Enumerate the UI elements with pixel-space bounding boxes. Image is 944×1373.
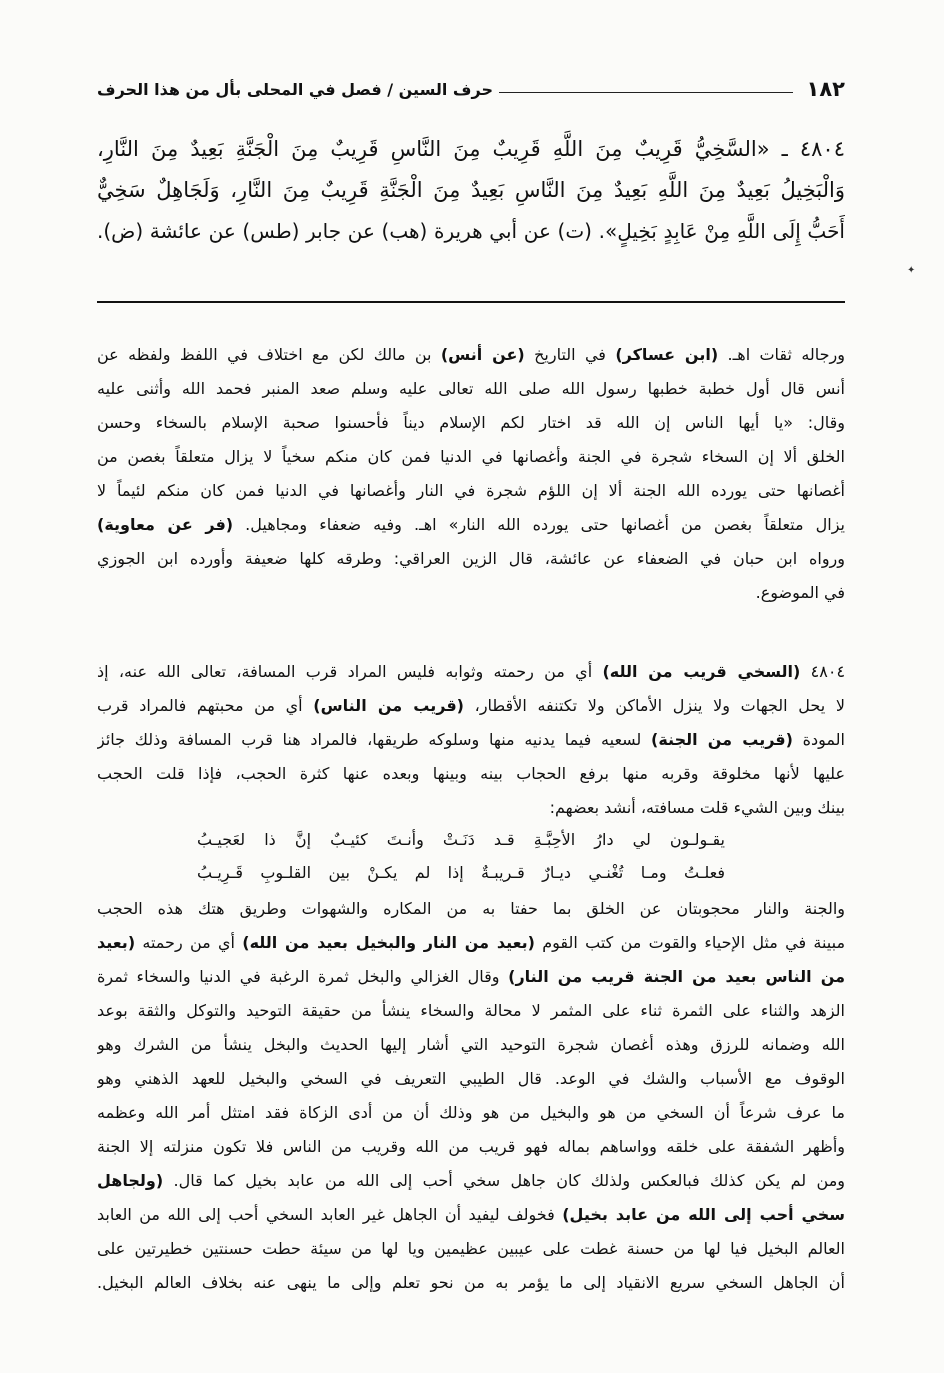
- text-line: [97, 440, 845, 474]
- bold-citation: (ولجاهل: [97, 1171, 164, 1190]
- text-segment: ورواه ابن حبان في الضعفاء عن عائشة، قال الزين العراقي: وطرقه كلها ضعيفة وأورده ابن الجوزي: [97, 549, 845, 568]
- text-segment: والجنة والنار محجوبتان عن الخلق بما حفتا به من المكاره والشهوات وطريق هتك هذه الحجب: [97, 899, 845, 918]
- bold-citation: (عن أنس): [440, 345, 525, 364]
- text-segment: فخولف ليفيد أن الجاهل غير العابد السخي أحب إلى الله من العابد: [97, 1205, 563, 1224]
- text-line: [97, 372, 845, 406]
- header-rule: [499, 92, 793, 93]
- text-line: [97, 542, 845, 576]
- text-line: [97, 1198, 845, 1232]
- text-segment: فعلـتُ ومـا تُغْنـي ديـارٌ قـريبـةٌ إذا لم يكـنْ بين القلـوبِ قَـرِيـبُ: [197, 863, 725, 882]
- text-segment: يقـولـون لي دارُ الأحِبَّـةِ قـد دَنَـتْ وأنـتَ كئيـبٌ إنَّ ذا لعَجيـبُ: [197, 830, 725, 849]
- text-line: [97, 1266, 845, 1300]
- text-segment: أي من رحمته وثوابه فليس المراد قرب المسافة، تعالى الله عنه، إذ: [97, 662, 603, 681]
- hadith-text: [97, 129, 845, 252]
- text-line: [97, 1096, 845, 1130]
- text-line: [97, 856, 845, 889]
- bold-citation: (قريب من الناس): [313, 696, 464, 715]
- text-line: [97, 960, 845, 994]
- text-segment: عليها لأنها مخلوقة وقربه منها برفع الحجاب بينه وبينها وبعده عنها كثرة الحجب، فإذا قلت الحجب: [97, 764, 845, 783]
- bold-citation: (بعيد: [97, 933, 136, 952]
- text-line: [97, 406, 845, 440]
- text-segment: وقال الغزالي والبخل ثمرة الرغبة في الدنيا والسخاء ثمرة: [97, 967, 509, 986]
- scan-mark: ✦: [907, 265, 916, 276]
- commentary-paragraph: [97, 338, 845, 610]
- text-segment: ومن لم يكن كذلك فبالعكس ولذلك كان جاهل سخي أحب إلى الله من عابد بخيل كما قال.: [163, 1171, 845, 1190]
- bold-citation: (ابن عساكر): [615, 345, 719, 364]
- page-header: [97, 72, 845, 106]
- text-line: [97, 508, 845, 542]
- text-segment: أَحَبُّ إِلَى اللَّهِ مِنْ عَابِدٍ بَخِيلٍ». (ت) عن أبي هريرة (هب) عن جابر (طس) عن عائشة (ض).: [97, 219, 845, 243]
- bold-citation: سخي أحب إلى الله من عابد بخيل): [562, 1205, 845, 1224]
- text-segment: ورجاله ثقات اهـ.: [718, 345, 845, 364]
- text-line: [97, 791, 845, 825]
- text-segment: في الموضوع.: [755, 583, 845, 602]
- text-segment: أغصانها حتى يورده الله الجنة ألا إن اللؤم شجرة في النار وأغصانها في الدنيا فمن كان منكم لئيماً لا: [97, 481, 845, 500]
- text-segment: الخلق ألا إن السخاء شجرة في الجنة وأغصانها في الدنيا فمن كان منكم سخياً لا يزال متعلقاً بغصن من: [97, 447, 845, 466]
- text-segment: لا يحل الجهات ولا ينزل الأماكن ولا تكتنفه الأقطار،: [463, 696, 845, 715]
- bold-citation: من الناس بعيد من الجنة قريب من النار): [508, 967, 845, 986]
- page-number: ١٨٢: [806, 77, 845, 101]
- text-line: [97, 926, 845, 960]
- text-line: [97, 823, 845, 856]
- bold-citation: (قريب من الجنة): [651, 730, 793, 749]
- text-segment: يزال متعلقاً بغصن من أغصانها حتى يورده الله النار» اهـ. وفيه ضعفاء ومجاهيل.: [233, 515, 845, 534]
- text-segment: ٤٨٠٤ ـ «السَّخِيُّ قَرِيبٌ مِنَ اللَّهِ قَرِيبٌ مِنَ النَّاسِ قَرِيبٌ مِنَ الْجَنَّةِ بَعِيدٌ مِنَ النَّارِ،: [97, 137, 845, 161]
- text-segment: بن مالك لكن مع اختلاف في اللفظ ولفظه عن: [97, 345, 441, 364]
- text-line: [97, 129, 845, 170]
- text-segment: مبينة في مثل الإحياء والقوت من كتب القوم: [534, 933, 845, 952]
- poem-verses: [97, 823, 845, 889]
- text-line: [97, 892, 845, 926]
- text-segment: أي من محبتهم فالمراد قرب: [97, 696, 314, 715]
- text-segment: المودة: [792, 730, 845, 749]
- text-line: [97, 1062, 845, 1096]
- book-page: [97, 0, 845, 1373]
- text-line: [97, 1232, 845, 1266]
- text-line: [97, 723, 845, 757]
- text-line: [97, 211, 845, 252]
- text-segment: العالم البخيل فيا لها من حسنة غطت على عيبين عظيمين ويا لها من سيئة حطت حسنتين خطيرتين على: [97, 1239, 845, 1258]
- running-title: حرف السين / فصل في المحلى بأل من هذا الحرف: [97, 79, 493, 99]
- text-line: [97, 1028, 845, 1062]
- text-segment: أن الجاهل السخي سريع الانقياد إلى ما يؤمر به من نحو تعلم وإلى ما ينهى عنه بخلاف العالم البخيل.: [97, 1273, 845, 1292]
- text-segment: وقال: «يا أيها الناس إن الله قد اختار لكم الإسلام ديناً فأحسنوا صحبة الإسلام بالسخاء وحسن: [97, 413, 845, 432]
- bold-citation: (السخي قريب من الله): [602, 662, 801, 681]
- text-segment: الوقوف مع الأسباب والشك في الوعد. قال الطيبي التعريف في السخي والبخيل للعهد الذهني وهو: [97, 1069, 845, 1088]
- explanation-paragraph: [97, 655, 845, 825]
- text-line: [97, 655, 845, 689]
- text-line: [97, 1130, 845, 1164]
- text-segment: ٤٨٠٤: [800, 662, 845, 681]
- text-segment: أي من رحمته: [135, 933, 243, 952]
- text-segment: لسعيه فيما يدنيه منها وسلوكه طريقها، فالمراد هنا قرب المسافة وذلك جائز: [97, 730, 652, 749]
- text-segment: الله وضمانه للرزق وهذه أغصان شجرة التوحيد التي أشار إليها الحديث والبخل ينشأ من الشرك وهو: [97, 1035, 845, 1054]
- text-segment: ما عرف شرعاً أن السخي من هو والبخيل من هو وذلك أن من أدى الزكاة فقد امتثل أمر الله وعظمه: [97, 1103, 845, 1122]
- text-line: [97, 170, 845, 211]
- text-line: [97, 689, 845, 723]
- text-segment: وأظهر الشفقة على خلقه وواساهم بماله فهو قريب من الله وقريب من الناس فلا تكون منزلته إلا الجنة: [97, 1137, 845, 1156]
- text-line: [97, 474, 845, 508]
- text-segment: أنس قال أول خطبة خطبها رسول الله صلى الله تعالى عليه وسلم صعد المنبر فحمد الله وأثنى عليه: [97, 379, 845, 398]
- bold-citation: (فر عن معاوية): [97, 515, 234, 534]
- footnote-separator: [97, 301, 845, 303]
- text-line: [97, 1164, 845, 1198]
- text-line: [97, 994, 845, 1028]
- text-segment: في التاريخ: [524, 345, 616, 364]
- text-segment: وَالْبَخِيلُ بَعِيدٌ مِنَ اللَّهِ بَعِيدٌ مِنَ النَّاسِ بَعِيدٌ مِنَ الْجَنَّةِ قَرِيبٌ مِنَ النَّارِ، وَلَجَاهِلٌ سَخِيٌّ: [97, 178, 845, 202]
- text-segment: الزهد والثناء على الثمرة ثناء على المثمر لا محالة والسخاء ينشأ من حقيقة التوحيد والتوكل والثقة بوعد: [97, 1001, 845, 1020]
- explanation-continued: [97, 892, 845, 1300]
- text-line: [97, 338, 845, 372]
- text-line: [97, 576, 845, 610]
- bold-citation: (بعيد من النار والبخيل بعيد من الله): [242, 933, 535, 952]
- text-segment: بينك وبين الشيء قلت مسافته، أنشد بعضهم:: [549, 798, 845, 817]
- text-line: [97, 757, 845, 791]
